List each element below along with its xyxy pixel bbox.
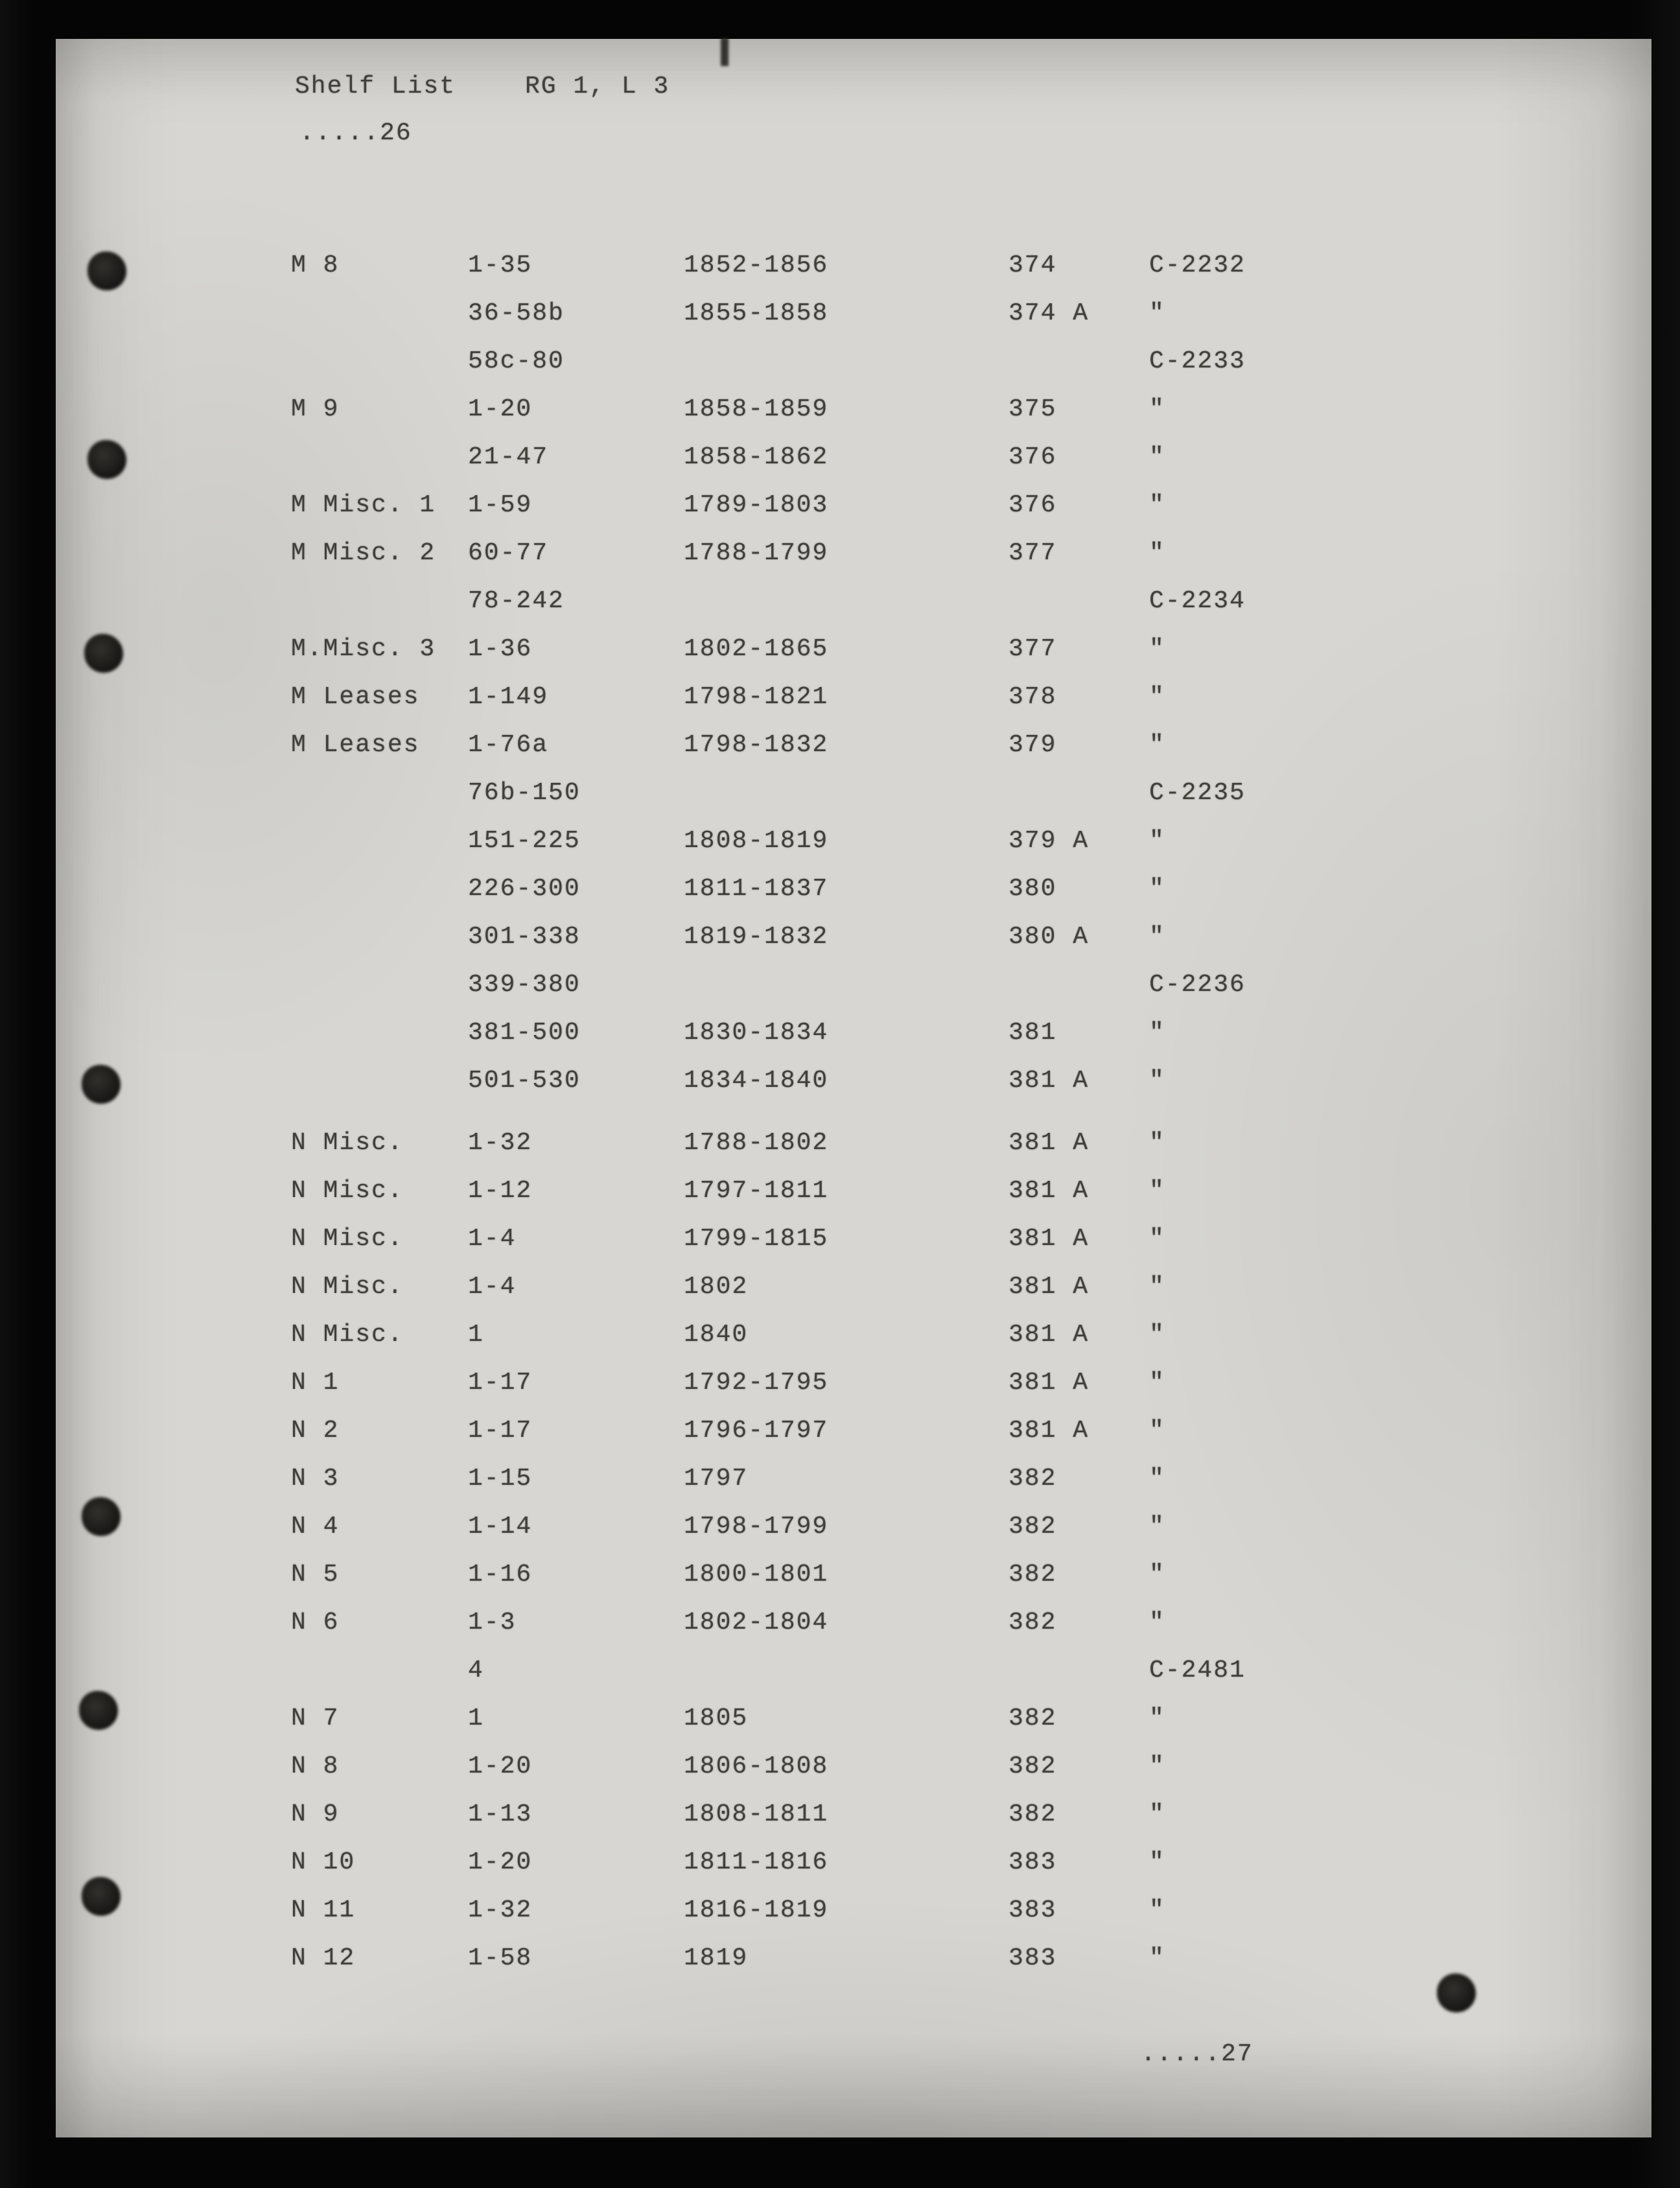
items-cell: 58c-80 (468, 347, 565, 375)
volume-cell (1009, 769, 1149, 817)
reel-cell: " (1149, 1848, 1165, 1876)
series-cell: M.Misc. 3 (291, 635, 436, 663)
reel-cell: " (1149, 1225, 1165, 1253)
reel-cell: " (1149, 443, 1165, 471)
series-cell (291, 338, 468, 386)
dates-cell: 1834-1840 (684, 1067, 829, 1095)
table-row (291, 1695, 1432, 1743)
dates-cell: 1800-1801 (684, 1561, 829, 1589)
table-row (291, 1311, 1432, 1359)
table-row (291, 1647, 1432, 1695)
dates-cell: 1808-1811 (684, 1800, 829, 1828)
reel-cell: " (1149, 1465, 1165, 1493)
series-cell: M Misc. 1 (291, 491, 436, 519)
table-row (291, 1215, 1432, 1263)
volume-cell: 382 (1009, 1609, 1057, 1636)
items-cell: 1-4 (468, 1225, 517, 1253)
series-cell: M 9 (291, 395, 340, 423)
volume-cell: 382 (1009, 1561, 1057, 1589)
punch-hole (88, 251, 126, 290)
items-cell: 1-32 (468, 1129, 533, 1157)
items-cell: 1-4 (468, 1273, 517, 1301)
reel-cell: " (1149, 875, 1165, 903)
reel-cell: C-2232 (1149, 251, 1246, 279)
reel-cell: " (1149, 1129, 1165, 1157)
items-cell: 226-300 (468, 875, 581, 903)
volume-cell: 377 (1009, 635, 1057, 663)
reel-cell: " (1149, 683, 1165, 711)
dates-cell: 1797 (684, 1465, 749, 1493)
table-row (291, 625, 1432, 673)
reel-cell: " (1149, 539, 1165, 567)
reel-cell: " (1149, 1609, 1165, 1636)
items-cell: 1-149 (468, 683, 549, 711)
volume-cell: 375 (1009, 395, 1057, 423)
volume-cell: 381 A (1009, 1177, 1090, 1205)
series-cell (291, 290, 468, 338)
items-cell: 301-338 (468, 923, 581, 951)
volume-cell: 374 A (1009, 299, 1090, 327)
table-row (291, 769, 1432, 817)
dates-cell (684, 769, 1009, 817)
dates-cell: 1830-1834 (684, 1019, 829, 1047)
dates-cell: 1806-1808 (684, 1752, 829, 1780)
items-cell: 4 (468, 1657, 484, 1684)
table-row (291, 817, 1432, 865)
series-cell (291, 961, 468, 1009)
dates-cell: 1798-1832 (684, 731, 829, 759)
reel-cell: C-2234 (1149, 587, 1246, 615)
punch-hole (82, 1877, 121, 1916)
items-cell: 1-59 (468, 491, 533, 519)
items-cell: 381-500 (468, 1019, 581, 1047)
dates-cell: 1797-1811 (684, 1177, 829, 1205)
dates-cell: 1852-1856 (684, 251, 829, 279)
volume-cell: 383 (1009, 1896, 1057, 1924)
series-cell: M Leases (291, 731, 420, 759)
volume-cell: 379 A (1009, 827, 1090, 855)
table-row (291, 673, 1432, 721)
items-cell: 1-15 (468, 1465, 533, 1493)
next-page-number: .....27 (1141, 2040, 1254, 2068)
dates-cell: 1811-1837 (684, 875, 829, 903)
reel-cell: " (1149, 1896, 1165, 1924)
items-cell: 36-58b (468, 299, 565, 327)
series-cell: N 1 (291, 1369, 340, 1397)
items-cell: 1-17 (468, 1369, 533, 1397)
reel-cell: " (1149, 299, 1165, 327)
table-row (291, 1359, 1432, 1407)
dates-cell: 1789-1803 (684, 491, 829, 519)
table-row (291, 482, 1432, 530)
table-row (291, 290, 1432, 338)
volume-cell: 379 (1009, 731, 1057, 759)
dates-cell: 1792-1795 (684, 1369, 829, 1397)
items-cell: 1-58 (468, 1944, 533, 1972)
volume-cell: 381 A (1009, 1129, 1090, 1157)
table-row (291, 1599, 1432, 1647)
reel-cell: " (1149, 635, 1165, 663)
items-cell: 21-47 (468, 443, 549, 471)
table-row (291, 1057, 1432, 1105)
dates-cell: 1796-1797 (684, 1417, 829, 1445)
dates-cell: 1798-1799 (684, 1513, 829, 1541)
punch-hole (82, 1497, 121, 1536)
series-cell (291, 577, 468, 625)
table-row (291, 913, 1432, 961)
table-row (291, 338, 1432, 386)
volume-cell: 381 A (1009, 1417, 1090, 1445)
dates-cell: 1805 (684, 1705, 749, 1732)
series-cell: N 2 (291, 1417, 340, 1445)
items-cell: 1-20 (468, 395, 533, 423)
series-cell: N 10 (291, 1848, 356, 1876)
reel-cell: " (1149, 731, 1165, 759)
volume-cell: 383 (1009, 1848, 1057, 1876)
punch-hole (82, 1065, 121, 1104)
items-cell: 1-20 (468, 1752, 533, 1780)
reel-cell: " (1149, 1800, 1165, 1828)
punch-hole (1437, 1973, 1476, 2012)
series-cell: N Misc. (291, 1273, 404, 1301)
dates-cell: 1855-1858 (684, 299, 829, 327)
items-cell: 1 (468, 1321, 484, 1349)
items-cell: 1-36 (468, 635, 533, 663)
dates-cell: 1799-1815 (684, 1225, 829, 1253)
series-cell: N 4 (291, 1513, 340, 1541)
volume-cell: 376 (1009, 443, 1057, 471)
dates-cell: 1808-1819 (684, 827, 829, 855)
table-row (291, 1935, 1432, 1983)
dates-cell: 1858-1862 (684, 443, 829, 471)
items-cell: 1-12 (468, 1177, 533, 1205)
items-cell: 1-13 (468, 1800, 533, 1828)
reel-cell: " (1149, 1369, 1165, 1397)
table-row (291, 1119, 1432, 1167)
table-row (291, 1455, 1432, 1503)
dates-cell: 1811-1816 (684, 1848, 829, 1876)
table-row (291, 1407, 1432, 1455)
volume-cell: 381 A (1009, 1369, 1090, 1397)
dates-cell: 1802-1804 (684, 1609, 829, 1636)
volume-cell (1009, 577, 1149, 625)
shelf-list-table (291, 242, 1432, 1983)
volume-cell (1009, 961, 1149, 1009)
volume-cell (1009, 338, 1149, 386)
series-cell (291, 913, 468, 961)
items-cell: 1-14 (468, 1513, 533, 1541)
reel-cell: " (1149, 395, 1165, 423)
volume-cell: 381 A (1009, 1321, 1090, 1349)
dates-cell: 1816-1819 (684, 1896, 829, 1924)
dates-cell: 1858-1859 (684, 395, 829, 423)
series-cell (291, 769, 468, 817)
reel-cell: C-2481 (1149, 1657, 1246, 1684)
items-cell: 1-76a (468, 731, 549, 759)
scan-artifact (721, 38, 729, 66)
table-row (291, 721, 1432, 769)
items-cell: 339-380 (468, 971, 581, 999)
table-row (291, 386, 1432, 434)
table-row (291, 577, 1432, 625)
reel-cell: " (1149, 1752, 1165, 1780)
items-cell: 1-17 (468, 1417, 533, 1445)
reel-cell: " (1149, 827, 1165, 855)
volume-cell (1009, 1647, 1149, 1695)
reel-cell: C-2233 (1149, 347, 1246, 375)
reel-cell: " (1149, 1321, 1165, 1349)
table-row (291, 1791, 1432, 1839)
dates-cell: 1840 (684, 1321, 749, 1349)
series-cell: N Misc. (291, 1129, 404, 1157)
table-row (291, 242, 1432, 290)
reel-cell: " (1149, 1513, 1165, 1541)
series-cell: M 8 (291, 251, 340, 279)
table-row (291, 530, 1432, 577)
items-cell: 1-3 (468, 1609, 517, 1636)
dates-cell (684, 577, 1009, 625)
volume-cell: 383 (1009, 1944, 1057, 1972)
volume-cell: 380 (1009, 875, 1057, 903)
table-row (291, 1503, 1432, 1551)
series-cell: N 7 (291, 1705, 340, 1732)
series-cell: M Leases (291, 683, 420, 711)
series-cell (291, 865, 468, 913)
reel-cell: C-2236 (1149, 971, 1246, 999)
series-cell: M Misc. 2 (291, 539, 436, 567)
series-cell: N 6 (291, 1609, 340, 1636)
series-cell: N 5 (291, 1561, 340, 1589)
reel-cell: " (1149, 1417, 1165, 1445)
items-cell: 60-77 (468, 539, 549, 567)
series-cell (291, 1009, 468, 1057)
reel-cell: " (1149, 1019, 1165, 1047)
series-cell: N Misc. (291, 1177, 404, 1205)
volume-cell: 378 (1009, 683, 1057, 711)
volume-cell: 380 A (1009, 923, 1090, 951)
dates-cell (684, 1647, 1009, 1695)
volume-cell: 377 (1009, 539, 1057, 567)
series-cell (291, 1647, 468, 1695)
dates-cell: 1802 (684, 1273, 749, 1301)
punch-hole (84, 634, 123, 673)
volume-cell: 381 A (1009, 1273, 1090, 1301)
series-cell (291, 434, 468, 482)
table-row (291, 1551, 1432, 1599)
items-cell: 1-16 (468, 1561, 533, 1589)
reel-cell: " (1149, 1561, 1165, 1589)
reel-cell: " (1149, 1177, 1165, 1205)
items-cell: 501-530 (468, 1067, 581, 1095)
reel-cell: " (1149, 491, 1165, 519)
items-cell: 1-32 (468, 1896, 533, 1924)
dates-cell: 1819 (684, 1944, 749, 1972)
series-cell (291, 817, 468, 865)
items-cell: 76b-150 (468, 779, 581, 807)
table-row (291, 1887, 1432, 1935)
dates-cell: 1788-1799 (684, 539, 829, 567)
series-cell: N Misc. (291, 1225, 404, 1253)
table-row (291, 434, 1432, 482)
items-cell: 78-242 (468, 587, 565, 615)
volume-cell: 381 A (1009, 1067, 1090, 1095)
items-cell: 1-35 (468, 251, 533, 279)
items-cell: 1 (468, 1705, 484, 1732)
reel-cell: " (1149, 1067, 1165, 1095)
punch-hole (88, 440, 126, 479)
volume-cell: 382 (1009, 1800, 1057, 1828)
reel-cell: " (1149, 1273, 1165, 1301)
dates-cell: 1819-1832 (684, 923, 829, 951)
reel-cell: " (1149, 923, 1165, 951)
dates-cell: 1798-1821 (684, 683, 829, 711)
series-cell: N 3 (291, 1465, 340, 1493)
series-cell (291, 1057, 468, 1105)
reel-cell: " (1149, 1944, 1165, 1972)
volume-cell: 382 (1009, 1752, 1057, 1780)
page-number: .....26 (299, 119, 412, 147)
document-title: Shelf List (295, 73, 456, 100)
items-cell: 151-225 (468, 827, 581, 855)
items-cell: 1-20 (468, 1848, 533, 1876)
volume-cell: 382 (1009, 1513, 1057, 1541)
table-row (291, 1743, 1432, 1791)
dates-cell (684, 961, 1009, 1009)
volume-cell: 381 (1009, 1019, 1057, 1047)
table-row (291, 1009, 1432, 1057)
dates-cell (684, 338, 1009, 386)
table-row (291, 865, 1432, 913)
table-row (291, 1167, 1432, 1215)
punch-hole (79, 1691, 118, 1730)
reel-cell: C-2235 (1149, 779, 1246, 807)
dates-cell: 1802-1865 (684, 635, 829, 663)
volume-cell: 382 (1009, 1465, 1057, 1493)
dates-cell: 1788-1802 (684, 1129, 829, 1157)
series-cell: N Misc. (291, 1321, 404, 1349)
table-row (291, 961, 1432, 1009)
reel-cell: " (1149, 1705, 1165, 1732)
record-group-reference: RG 1, L 3 (525, 73, 670, 100)
volume-cell: 374 (1009, 251, 1057, 279)
table-row (291, 1263, 1432, 1311)
series-cell: N 12 (291, 1944, 356, 1972)
series-cell: N 11 (291, 1896, 356, 1924)
volume-cell: 382 (1009, 1705, 1057, 1732)
table-row (291, 1839, 1432, 1887)
series-cell: N 8 (291, 1752, 340, 1780)
volume-cell: 376 (1009, 491, 1057, 519)
series-cell: N 9 (291, 1800, 340, 1828)
volume-cell: 381 A (1009, 1225, 1090, 1253)
